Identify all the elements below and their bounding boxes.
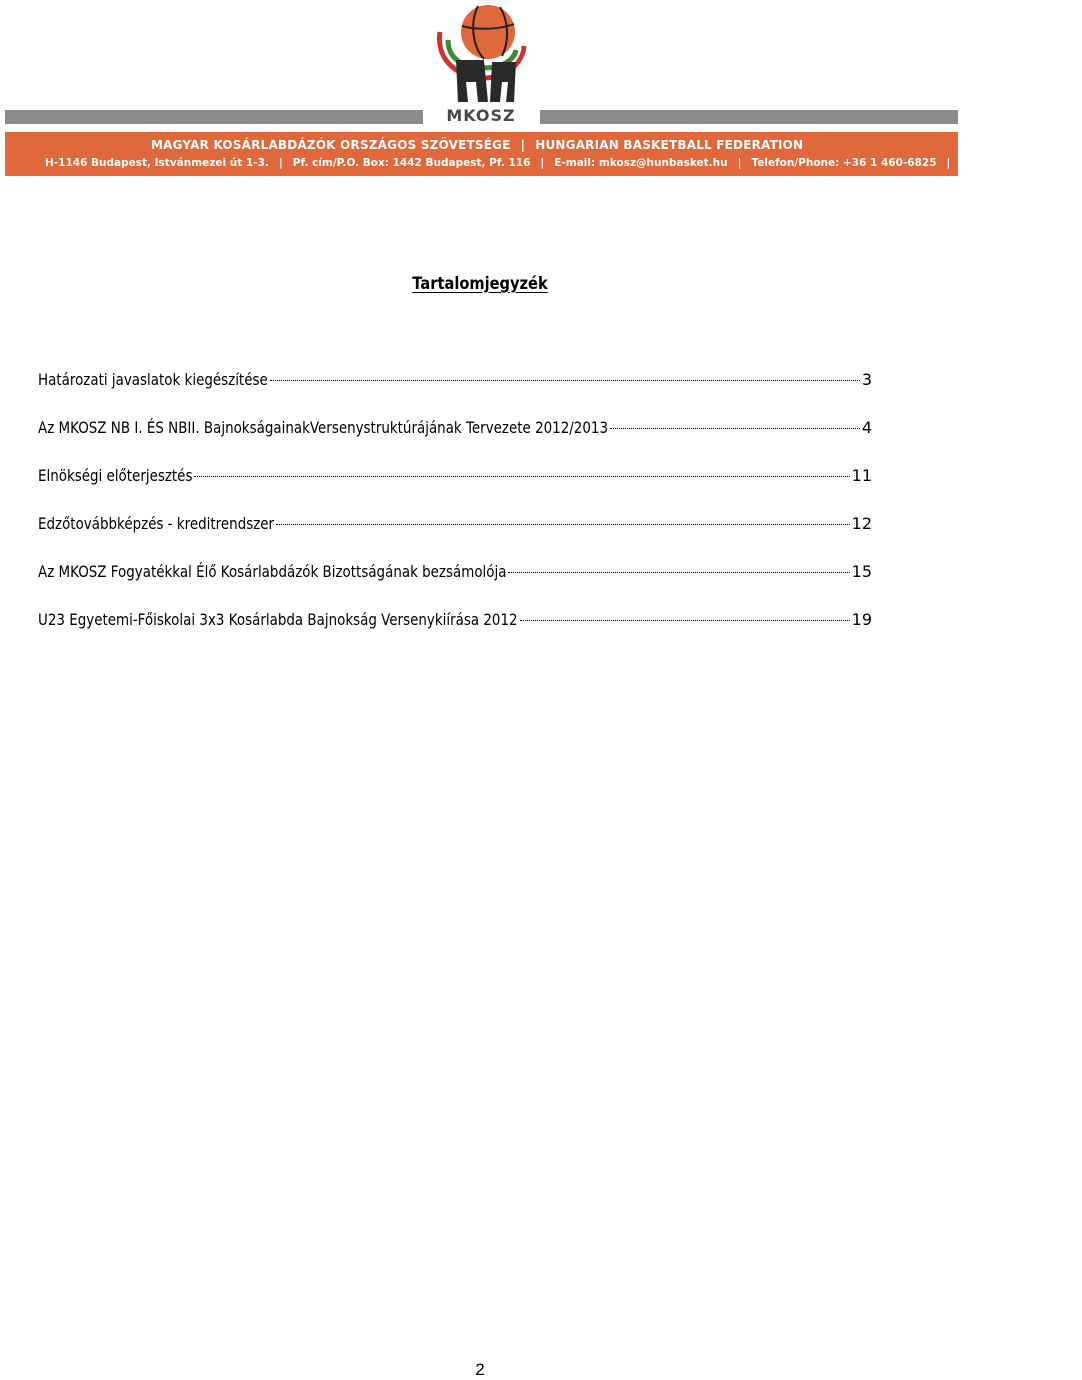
toc-entry-page: 11 <box>851 466 872 485</box>
toc-entry-title: Edzőtovábbképzés - kreditrendszer <box>38 514 275 533</box>
toc-entry-title: Elnökségi előterjesztés <box>38 466 193 485</box>
contact-address: H-1146 Budapest, Istvánmezei út 1-3. <box>45 157 269 169</box>
toc-entry[interactable] <box>38 562 872 610</box>
organization-line: MAGYAR KOSÁRLABDÁZÓK ORSZÁGOS SZÖVETSÉGE | HUNGARIAN BASKETBALL FEDERATION <box>151 138 804 152</box>
toc-entry-title: Az MKOSZ NB I. ÉS NBII. BajnokságainakVersenystruktúrájának Tervezete 2012/2013 <box>38 418 609 437</box>
toc-entry[interactable] <box>38 514 872 562</box>
toc-leader-dots <box>276 524 850 525</box>
org-name-en: HUNGARIAN BASKETBALL FEDERATION <box>535 138 804 152</box>
contact-line: H-1146 Budapest, Istvánmezei út 1-3. | Pf. cím/P.O. Box: 1442 Budapest, Pf. 116 | E-mail: mkosz@hunbasket.hu | Telefon/Phone: +36 1 460-6825 | Fax: +36 1 252-3296 <box>45 157 1082 169</box>
toc-entry[interactable] <box>38 610 872 658</box>
toc-title-text: Tartalomjegyzék <box>412 274 548 294</box>
contact-pobox: Pf. cím/P.O. Box: 1442 Budapest, Pf. 116 <box>292 157 531 169</box>
toc-entry[interactable] <box>38 418 872 466</box>
toc-title <box>67 274 893 294</box>
toc-entry-title: U23 Egyetemi-Főiskolai 3x3 Kosárlabda Bajnokság Versenykiírása 2012 <box>38 610 518 629</box>
contact-email: E-mail: mkosz@hunbasket.hu <box>554 157 728 169</box>
header-bar-right <box>540 110 958 124</box>
logo-wordmark: MKOSZ <box>446 106 516 125</box>
toc-leader-dots <box>270 380 860 381</box>
toc-entry-title: Határozati javaslatok kiegészítése <box>38 370 268 389</box>
toc-entry-page: 4 <box>861 418 872 437</box>
toc-entry-page: 3 <box>861 370 872 389</box>
toc-entry-page: 15 <box>851 562 872 581</box>
toc-entry[interactable] <box>38 466 872 514</box>
org-name-hu: MAGYAR KOSÁRLABDÁZÓK ORSZÁGOS SZÖVETSÉGE <box>151 138 511 152</box>
toc-leader-dots <box>610 428 860 429</box>
contact-fax: Fax: +36 1 252-3296 <box>960 157 1082 169</box>
toc-list <box>38 370 872 658</box>
mkosz-logo <box>426 2 536 126</box>
toc-entry-title: Az MKOSZ Fogyatékkal Élő Kosárlabdázók Bizottságának bezsámolója <box>38 562 507 581</box>
header-band <box>5 132 1082 176</box>
toc-entry-page: 19 <box>851 610 872 629</box>
toc-entry[interactable] <box>38 370 872 418</box>
toc-leader-dots <box>520 620 850 621</box>
basketball-logo-icon <box>426 2 536 106</box>
page-number: 2 <box>475 1360 485 1379</box>
contact-phone: Telefon/Phone: +36 1 460-6825 <box>751 157 937 169</box>
header-bar-left <box>5 110 423 124</box>
toc-leader-dots <box>508 572 849 573</box>
toc-entry-page: 12 <box>851 514 872 533</box>
toc-leader-dots <box>194 476 849 477</box>
